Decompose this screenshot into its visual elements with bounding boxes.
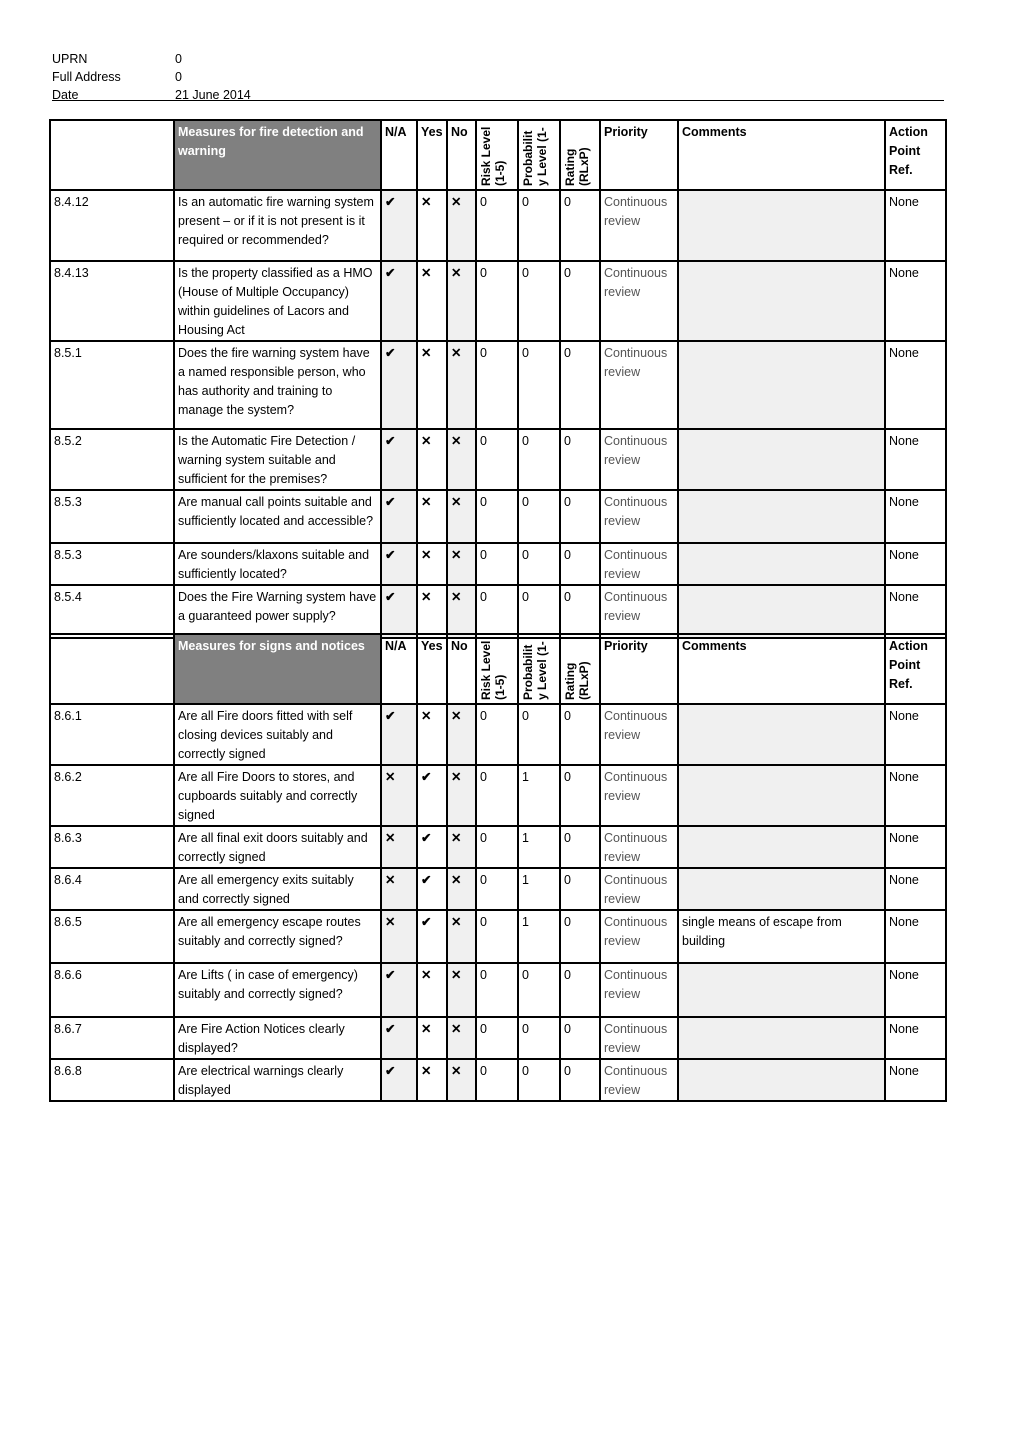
risk-level-cell: 0	[476, 868, 518, 910]
priority-cell: Continuous review	[600, 868, 678, 910]
no-mark[interactable]: ✕	[447, 826, 476, 868]
ref-header-cell	[50, 120, 174, 190]
action-ref-cell: None	[885, 704, 946, 765]
yes-mark[interactable]: ✕	[417, 341, 447, 429]
signs-notices-table	[49, 633, 947, 1102]
question-cell: Are all Fire Doors to stores, and cupboards suitably and correctly signed	[174, 765, 381, 826]
risk-level-cell: 0	[476, 1059, 518, 1101]
priority-cell: Continuous review	[600, 910, 678, 963]
uprn-row	[52, 50, 944, 68]
question-cell: Is the property classified as a HMO (House of Multiple Occupancy) within guidelines of Lacors and Housing Act	[174, 261, 381, 341]
yes-mark[interactable]: ✔	[417, 765, 447, 826]
rating-cell: 0	[560, 963, 600, 1017]
comment-cell[interactable]: single means of escape from building	[678, 910, 885, 963]
question-cell: Are all Fire doors fitted with self closing devices suitably and correctly signed	[174, 704, 381, 765]
rating-cell: 0	[560, 765, 600, 826]
yes-mark[interactable]: ✔	[417, 868, 447, 910]
risk-level-cell: 0	[476, 543, 518, 585]
rating-header-label: Rating (RLxP)	[563, 147, 591, 186]
action-ref-cell: None	[885, 261, 946, 341]
risk-header	[476, 120, 518, 190]
header-info	[52, 50, 944, 104]
probability-cell: 0	[518, 341, 560, 429]
risk-level-cell: 0	[476, 490, 518, 543]
probability-cell: 0	[518, 585, 560, 638]
yes-header: Yes	[417, 120, 447, 190]
risk-level-cell: 0	[476, 1017, 518, 1059]
question-cell: Are all final exit doors suitably and correctly signed	[174, 826, 381, 868]
rating-header	[560, 634, 600, 704]
ref-cell: 8.6.2	[50, 765, 174, 826]
ref-cell: 8.6.3	[50, 826, 174, 868]
risk-level-cell: 0	[476, 826, 518, 868]
priority-cell: Continuous review	[600, 543, 678, 585]
rating-cell: 0	[560, 490, 600, 543]
na-header: N/A	[381, 120, 417, 190]
question-cell: Are all emergency escape routes suitably and correctly signed?	[174, 910, 381, 963]
probability-cell: 0	[518, 490, 560, 543]
risk-header-label: Risk Level (1-5)	[479, 640, 507, 700]
ref-header-cell	[50, 634, 174, 704]
comment-cell[interactable]	[678, 1059, 885, 1101]
na-mark[interactable]: ✔	[381, 190, 417, 261]
comments-header: Comments	[678, 120, 885, 190]
table-row	[50, 429, 946, 490]
prob-header	[518, 120, 560, 190]
priority-cell: Continuous review	[600, 1017, 678, 1059]
fire-detection-table	[49, 119, 947, 639]
table-row	[50, 490, 946, 543]
probability-cell: 1	[518, 826, 560, 868]
comment-cell[interactable]	[678, 868, 885, 910]
rating-cell: 0	[560, 910, 600, 963]
action-ref-cell: None	[885, 585, 946, 638]
probability-cell: 0	[518, 704, 560, 765]
no-header: No	[447, 120, 476, 190]
no-mark[interactable]: ✕	[447, 868, 476, 910]
na-mark[interactable]: ✕	[381, 868, 417, 910]
yes-header: Yes	[417, 634, 447, 704]
action-ref-cell: None	[885, 490, 946, 543]
table-row	[50, 341, 946, 429]
ref-cell: 8.6.8	[50, 1059, 174, 1101]
priority-cell: Continuous review	[600, 963, 678, 1017]
table-row	[50, 963, 946, 1017]
no-mark[interactable]: ✕	[447, 190, 476, 261]
rating-cell: 0	[560, 190, 600, 261]
action-ref-cell: None	[885, 910, 946, 963]
section-title: Measures for fire detection and warning	[174, 120, 381, 190]
risk-level-cell: 0	[476, 429, 518, 490]
address-label: Full Address	[52, 70, 121, 84]
table-row	[50, 765, 946, 826]
date-label: Date	[52, 88, 79, 102]
table-row	[50, 543, 946, 585]
na-mark[interactable]: ✔	[381, 341, 417, 429]
no-mark[interactable]: ✕	[447, 341, 476, 429]
rating-cell: 0	[560, 261, 600, 341]
yes-mark[interactable]: ✕	[417, 190, 447, 261]
action-ref-cell: None	[885, 1059, 946, 1101]
yes-mark[interactable]: ✕	[417, 261, 447, 341]
question-cell: Is the Automatic Fire Detection / warning system suitable and sufficient for the premises?	[174, 429, 381, 490]
no-mark[interactable]: ✕	[447, 963, 476, 1017]
ref-cell: 8.5.4	[50, 585, 174, 638]
address-row	[52, 68, 944, 86]
action-ref-cell: None	[885, 1017, 946, 1059]
no-mark[interactable]: ✕	[447, 1017, 476, 1059]
table-row	[50, 585, 946, 638]
na-mark[interactable]: ✔	[381, 963, 417, 1017]
ref-cell: 8.6.1	[50, 704, 174, 765]
no-mark[interactable]: ✕	[447, 1059, 476, 1101]
question-cell: Does the Fire Warning system have a guaranteed power supply?	[174, 585, 381, 638]
priority-header: Priority	[600, 120, 678, 190]
yes-mark[interactable]: ✕	[417, 543, 447, 585]
table-row	[50, 704, 946, 765]
section-title: Measures for signs and notices	[174, 634, 381, 704]
yes-mark[interactable]: ✕	[417, 1017, 447, 1059]
ref-cell: 8.5.3	[50, 490, 174, 543]
yes-mark[interactable]: ✔	[417, 826, 447, 868]
no-mark[interactable]: ✕	[447, 429, 476, 490]
date-value: 21 June 2014	[175, 88, 251, 102]
action-ref-cell: None	[885, 190, 946, 261]
action-header: Action Point Ref.	[885, 120, 946, 190]
comment-cell[interactable]	[678, 963, 885, 1017]
rating-cell: 0	[560, 1017, 600, 1059]
comment-cell[interactable]	[678, 704, 885, 765]
yes-mark[interactable]: ✔	[417, 910, 447, 963]
uprn-label: UPRN	[52, 52, 88, 66]
risk-level-cell: 0	[476, 585, 518, 638]
probability-cell: 1	[518, 765, 560, 826]
probability-cell: 0	[518, 429, 560, 490]
rating-cell: 0	[560, 585, 600, 638]
action-ref-cell: None	[885, 543, 946, 585]
priority-cell: Continuous review	[600, 765, 678, 826]
rating-header-label: Rating (RLxP)	[563, 661, 591, 700]
na-mark[interactable]: ✔	[381, 261, 417, 341]
na-mark[interactable]: ✕	[381, 765, 417, 826]
action-ref-cell: None	[885, 868, 946, 910]
priority-cell: Continuous review	[600, 704, 678, 765]
prob-header	[518, 634, 560, 704]
table-row	[50, 261, 946, 341]
priority-cell: Continuous review	[600, 826, 678, 868]
ref-cell: 8.6.6	[50, 963, 174, 1017]
question-cell: Are Lifts ( in case of emergency) suitably and correctly signed?	[174, 963, 381, 1017]
table-row	[50, 1017, 946, 1059]
no-mark[interactable]: ✕	[447, 490, 476, 543]
probability-cell: 0	[518, 190, 560, 261]
risk-level-cell: 0	[476, 704, 518, 765]
question-cell: Are Fire Action Notices clearly displayed?	[174, 1017, 381, 1059]
yes-mark[interactable]: ✕	[417, 429, 447, 490]
risk-level-cell: 0	[476, 910, 518, 963]
question-cell: Are all emergency exits suitably and correctly signed	[174, 868, 381, 910]
table-row	[50, 1059, 946, 1101]
question-cell: Are manual call points suitable and sufficiently located and accessible?	[174, 490, 381, 543]
rating-cell: 0	[560, 341, 600, 429]
comment-cell[interactable]	[678, 585, 885, 638]
ref-cell: 8.6.7	[50, 1017, 174, 1059]
na-mark[interactable]: ✔	[381, 490, 417, 543]
action-ref-cell: None	[885, 826, 946, 868]
yes-mark[interactable]: ✕	[417, 963, 447, 1017]
comment-cell[interactable]	[678, 765, 885, 826]
risk-level-cell: 0	[476, 963, 518, 1017]
yes-mark[interactable]: ✕	[417, 704, 447, 765]
na-mark[interactable]: ✕	[381, 826, 417, 868]
priority-cell: Continuous review	[600, 1059, 678, 1101]
address-value: 0	[175, 70, 182, 84]
na-mark[interactable]: ✔	[381, 1059, 417, 1101]
no-header: No	[447, 634, 476, 704]
probability-cell: 1	[518, 868, 560, 910]
action-header: Action Point Ref.	[885, 634, 946, 704]
risk-level-cell: 0	[476, 190, 518, 261]
rating-cell: 0	[560, 543, 600, 585]
header-divider	[52, 100, 944, 101]
prob-header-label: Probabilit y Level (1-	[521, 127, 549, 186]
rating-cell: 0	[560, 868, 600, 910]
question-cell: Are electrical warnings clearly displayed	[174, 1059, 381, 1101]
date-row	[52, 86, 944, 104]
ref-cell: 8.5.2	[50, 429, 174, 490]
no-mark[interactable]: ✕	[447, 543, 476, 585]
rating-cell: 0	[560, 1059, 600, 1101]
comment-cell[interactable]	[678, 190, 885, 261]
no-mark[interactable]: ✕	[447, 585, 476, 638]
probability-cell: 1	[518, 910, 560, 963]
header-row	[50, 634, 946, 704]
na-mark[interactable]: ✔	[381, 429, 417, 490]
action-ref-cell: None	[885, 429, 946, 490]
uprn-value: 0	[175, 52, 182, 66]
comment-cell[interactable]	[678, 261, 885, 341]
ref-cell: 8.5.1	[50, 341, 174, 429]
risk-level-cell: 0	[476, 765, 518, 826]
probability-cell: 0	[518, 543, 560, 585]
action-ref-cell: None	[885, 341, 946, 429]
priority-cell: Continuous review	[600, 585, 678, 638]
question-cell: Does the fire warning system have a named responsible person, who has authority and training to manage the system?	[174, 341, 381, 429]
ref-cell: 8.6.4	[50, 868, 174, 910]
comments-header: Comments	[678, 634, 885, 704]
na-header: N/A	[381, 634, 417, 704]
risk-level-cell: 0	[476, 261, 518, 341]
no-mark[interactable]: ✕	[447, 910, 476, 963]
rating-cell: 0	[560, 704, 600, 765]
table-row	[50, 910, 946, 963]
probability-cell: 0	[518, 1017, 560, 1059]
probability-cell: 0	[518, 963, 560, 1017]
yes-mark[interactable]: ✕	[417, 1059, 447, 1101]
comment-cell[interactable]	[678, 429, 885, 490]
priority-cell: Continuous review	[600, 490, 678, 543]
priority-cell: Continuous review	[600, 341, 678, 429]
probability-cell: 0	[518, 261, 560, 341]
na-mark[interactable]: ✔	[381, 1017, 417, 1059]
risk-header-label: Risk Level (1-5)	[479, 126, 507, 186]
priority-cell: Continuous review	[600, 261, 678, 341]
comment-cell[interactable]	[678, 543, 885, 585]
ref-cell: 8.6.5	[50, 910, 174, 963]
probability-cell: 0	[518, 1059, 560, 1101]
no-mark[interactable]: ✕	[447, 765, 476, 826]
comment-cell[interactable]	[678, 341, 885, 429]
ref-cell: 8.5.3	[50, 543, 174, 585]
priority-cell: Continuous review	[600, 429, 678, 490]
risk-header	[476, 634, 518, 704]
prob-header-label: Probabilit y Level (1-	[521, 641, 549, 700]
action-ref-cell: None	[885, 963, 946, 1017]
ref-cell: 8.4.12	[50, 190, 174, 261]
ref-cell: 8.4.13	[50, 261, 174, 341]
table-row	[50, 190, 946, 261]
comment-cell[interactable]	[678, 490, 885, 543]
rating-cell: 0	[560, 826, 600, 868]
priority-cell: Continuous review	[600, 190, 678, 261]
na-mark[interactable]: ✕	[381, 910, 417, 963]
rating-header	[560, 120, 600, 190]
no-mark[interactable]: ✕	[447, 704, 476, 765]
table-row	[50, 826, 946, 868]
table-row	[50, 868, 946, 910]
risk-level-cell: 0	[476, 341, 518, 429]
priority-header: Priority	[600, 634, 678, 704]
question-cell: Is an automatic fire warning system present – or if it is not present is it required or recommended?	[174, 190, 381, 261]
yes-mark[interactable]: ✕	[417, 490, 447, 543]
comment-cell[interactable]	[678, 826, 885, 868]
no-mark[interactable]: ✕	[447, 261, 476, 341]
na-mark[interactable]: ✔	[381, 543, 417, 585]
action-ref-cell: None	[885, 765, 946, 826]
na-mark[interactable]: ✔	[381, 585, 417, 638]
rating-cell: 0	[560, 429, 600, 490]
yes-mark[interactable]: ✕	[417, 585, 447, 638]
na-mark[interactable]: ✔	[381, 704, 417, 765]
question-cell: Are sounders/klaxons suitable and sufficiently located?	[174, 543, 381, 585]
comment-cell[interactable]	[678, 1017, 885, 1059]
header-row	[50, 120, 946, 190]
